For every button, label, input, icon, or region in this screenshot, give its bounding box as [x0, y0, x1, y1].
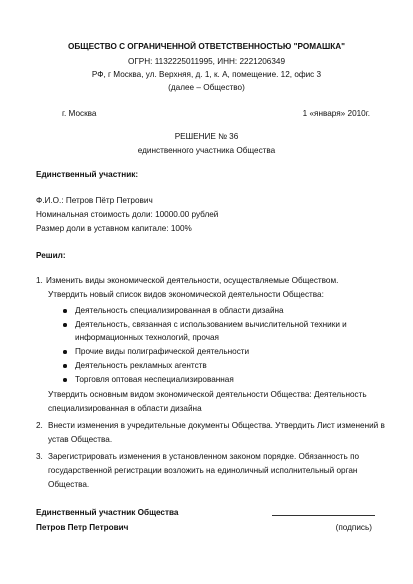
activity-item-continuation: информационных технологий, прочая: [75, 333, 219, 342]
company-short-name: (далее – Общество): [168, 83, 245, 92]
company-address: РФ, г Москва, ул. Верхняя, д. 1, к. А, помещение. 12, офис 3: [91, 70, 322, 79]
bullet-icon: [63, 378, 67, 382]
document-date: 1 «января» 2010г.: [302, 109, 370, 118]
company-name: ОБЩЕСТВО С ОГРАНИЧЕННОЙ ОТВЕТСТВЕННОСТЬЮ "РОМАШКА": [67, 42, 346, 51]
resolved-heading: Решил:: [36, 251, 66, 260]
activity-item: Прочие виды полиграфической деятельности: [75, 347, 250, 356]
activity-item: Торговля оптовая неспециализированная: [75, 375, 234, 384]
item-2-line-1: Внести изменения в учредительные документы Общества. Утвердить Лист изменений в: [48, 421, 385, 430]
activity-item: Деятельность рекламных агентств: [75, 361, 207, 370]
item-2-line-2: устав Общества.: [48, 435, 113, 444]
nominal-value: Номинальная стоимость доли: 10000.00 рублей: [36, 210, 219, 219]
item-3-line-3: Общества.: [48, 480, 90, 489]
participant-heading: Единственный участник:: [36, 170, 139, 179]
decision-subtitle: единственного участника Общества: [137, 146, 276, 155]
bullet-icon: [63, 323, 67, 327]
signatory-role: Единственный участник Общества: [36, 508, 179, 517]
bullet-icon: [63, 364, 67, 368]
bullet-icon: [63, 350, 67, 354]
decision-title: РЕШЕНИЕ № 36: [174, 132, 239, 141]
signature-label: (подпись): [335, 523, 372, 532]
company-ids: ОГРН: 1132225011995, ИНН: 2221206349: [127, 57, 286, 66]
item-2-number: 2.: [36, 421, 43, 430]
item-1-intro: Утвердить новый список видов экономической деятельности Общества:: [48, 290, 324, 299]
bullet-icon: [63, 309, 67, 313]
signature-line: [272, 515, 375, 516]
main-activity-line-1: Утвердить основным видом экономической деятельности Общества: Деятельность: [48, 390, 367, 399]
item-3-line-1: Зарегистрировать изменения в установленном законом порядке. Обязанность по: [48, 452, 360, 461]
item-1-number: 1.: [36, 276, 43, 285]
activity-item: Деятельность специализированная в области дизайна: [75, 306, 284, 315]
share-size: Размер доли в уставном капитале: 100%: [36, 224, 192, 233]
main-activity-line-2: специализированная в области дизайна: [48, 404, 202, 413]
item-1-text: Изменить виды экономической деятельности, осуществляемые Обществом.: [46, 276, 339, 285]
item-3-line-2: государственной регистрации возложить на единоличный исполнительный орган: [48, 466, 358, 475]
signatory-name: Петров Петр Петрович: [36, 523, 129, 532]
activity-item: Деятельность, связанная с использованием вычислительной техники и: [75, 320, 347, 329]
participant-name: Ф.И.О.: Петров Пётр Петрович: [36, 196, 153, 205]
item-3-number: 3.: [36, 452, 43, 461]
city: г. Москва: [62, 109, 97, 118]
